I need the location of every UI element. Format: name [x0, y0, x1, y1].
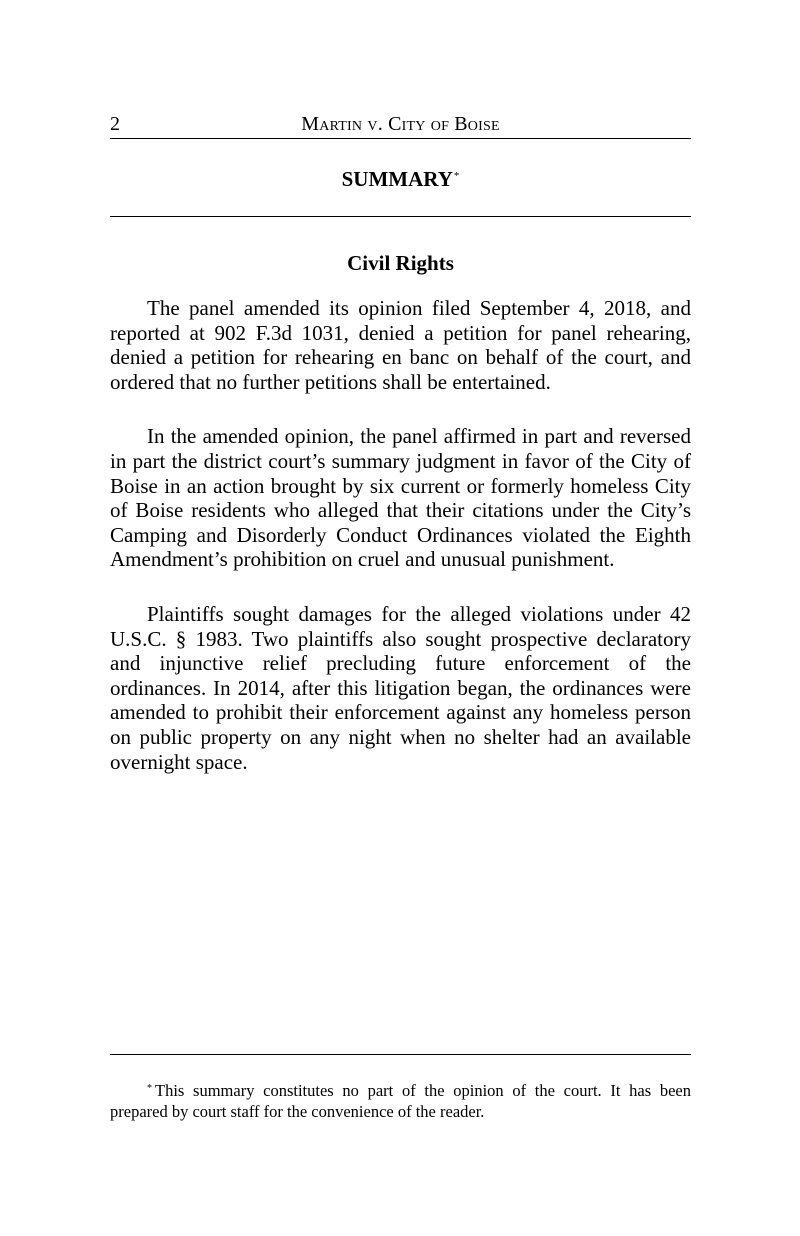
page-number: 2	[110, 113, 120, 135]
summary-footnote-marker[interactable]: *	[453, 170, 460, 182]
summary-title-text: SUMMARY	[341, 167, 453, 191]
paragraph-2: In the amended opinion, the panel affirmed in part and reversed in part the district court’s summary judgment in favor of the City of Boise in an action brought by six current or formerly homeless City of Boise residents who alleged that their citations under the City’s Camping and Disorderly Conduct Ordinances violated the Eighth Amendment’s prohibition on cruel and unusual punishment.	[110, 424, 691, 572]
summary-body	[110, 296, 691, 774]
section-heading: Civil Rights	[347, 251, 454, 275]
footnote	[110, 1080, 691, 1122]
running-header	[110, 110, 691, 139]
footnote-text: This summary constitutes no part of the opinion of the court. It has been prepared by court staff for the convenience of the reader.	[110, 1081, 691, 1121]
summary-divider	[110, 216, 691, 217]
document-page	[110, 110, 691, 804]
footnote-divider	[110, 1054, 691, 1055]
running-title: Martin v. City of Boise	[301, 113, 500, 135]
paragraph-1: The panel amended its opinion filed September 4, 2018, and reported at 902 F.3d 1031, denied a petition for panel rehearing, denied a petition for rehearing en banc on behalf of the court, and ordered that no further petitions shall be entertained.	[110, 296, 691, 394]
summary-heading	[110, 167, 691, 191]
footnote-marker: *	[147, 1083, 152, 1094]
paragraph-3: Plaintiffs sought damages for the alleged violations under 42 U.S.C. § 1983. Two plaintiffs also sought prospective declaratory and injunctive relief precluding future enforcement of the ordinances. In 2014, after this litigation began, the ordinances were amended to prohibit their enforcement against any homeless person on public property on any night when no shelter had an available overnight space.	[110, 601, 691, 774]
